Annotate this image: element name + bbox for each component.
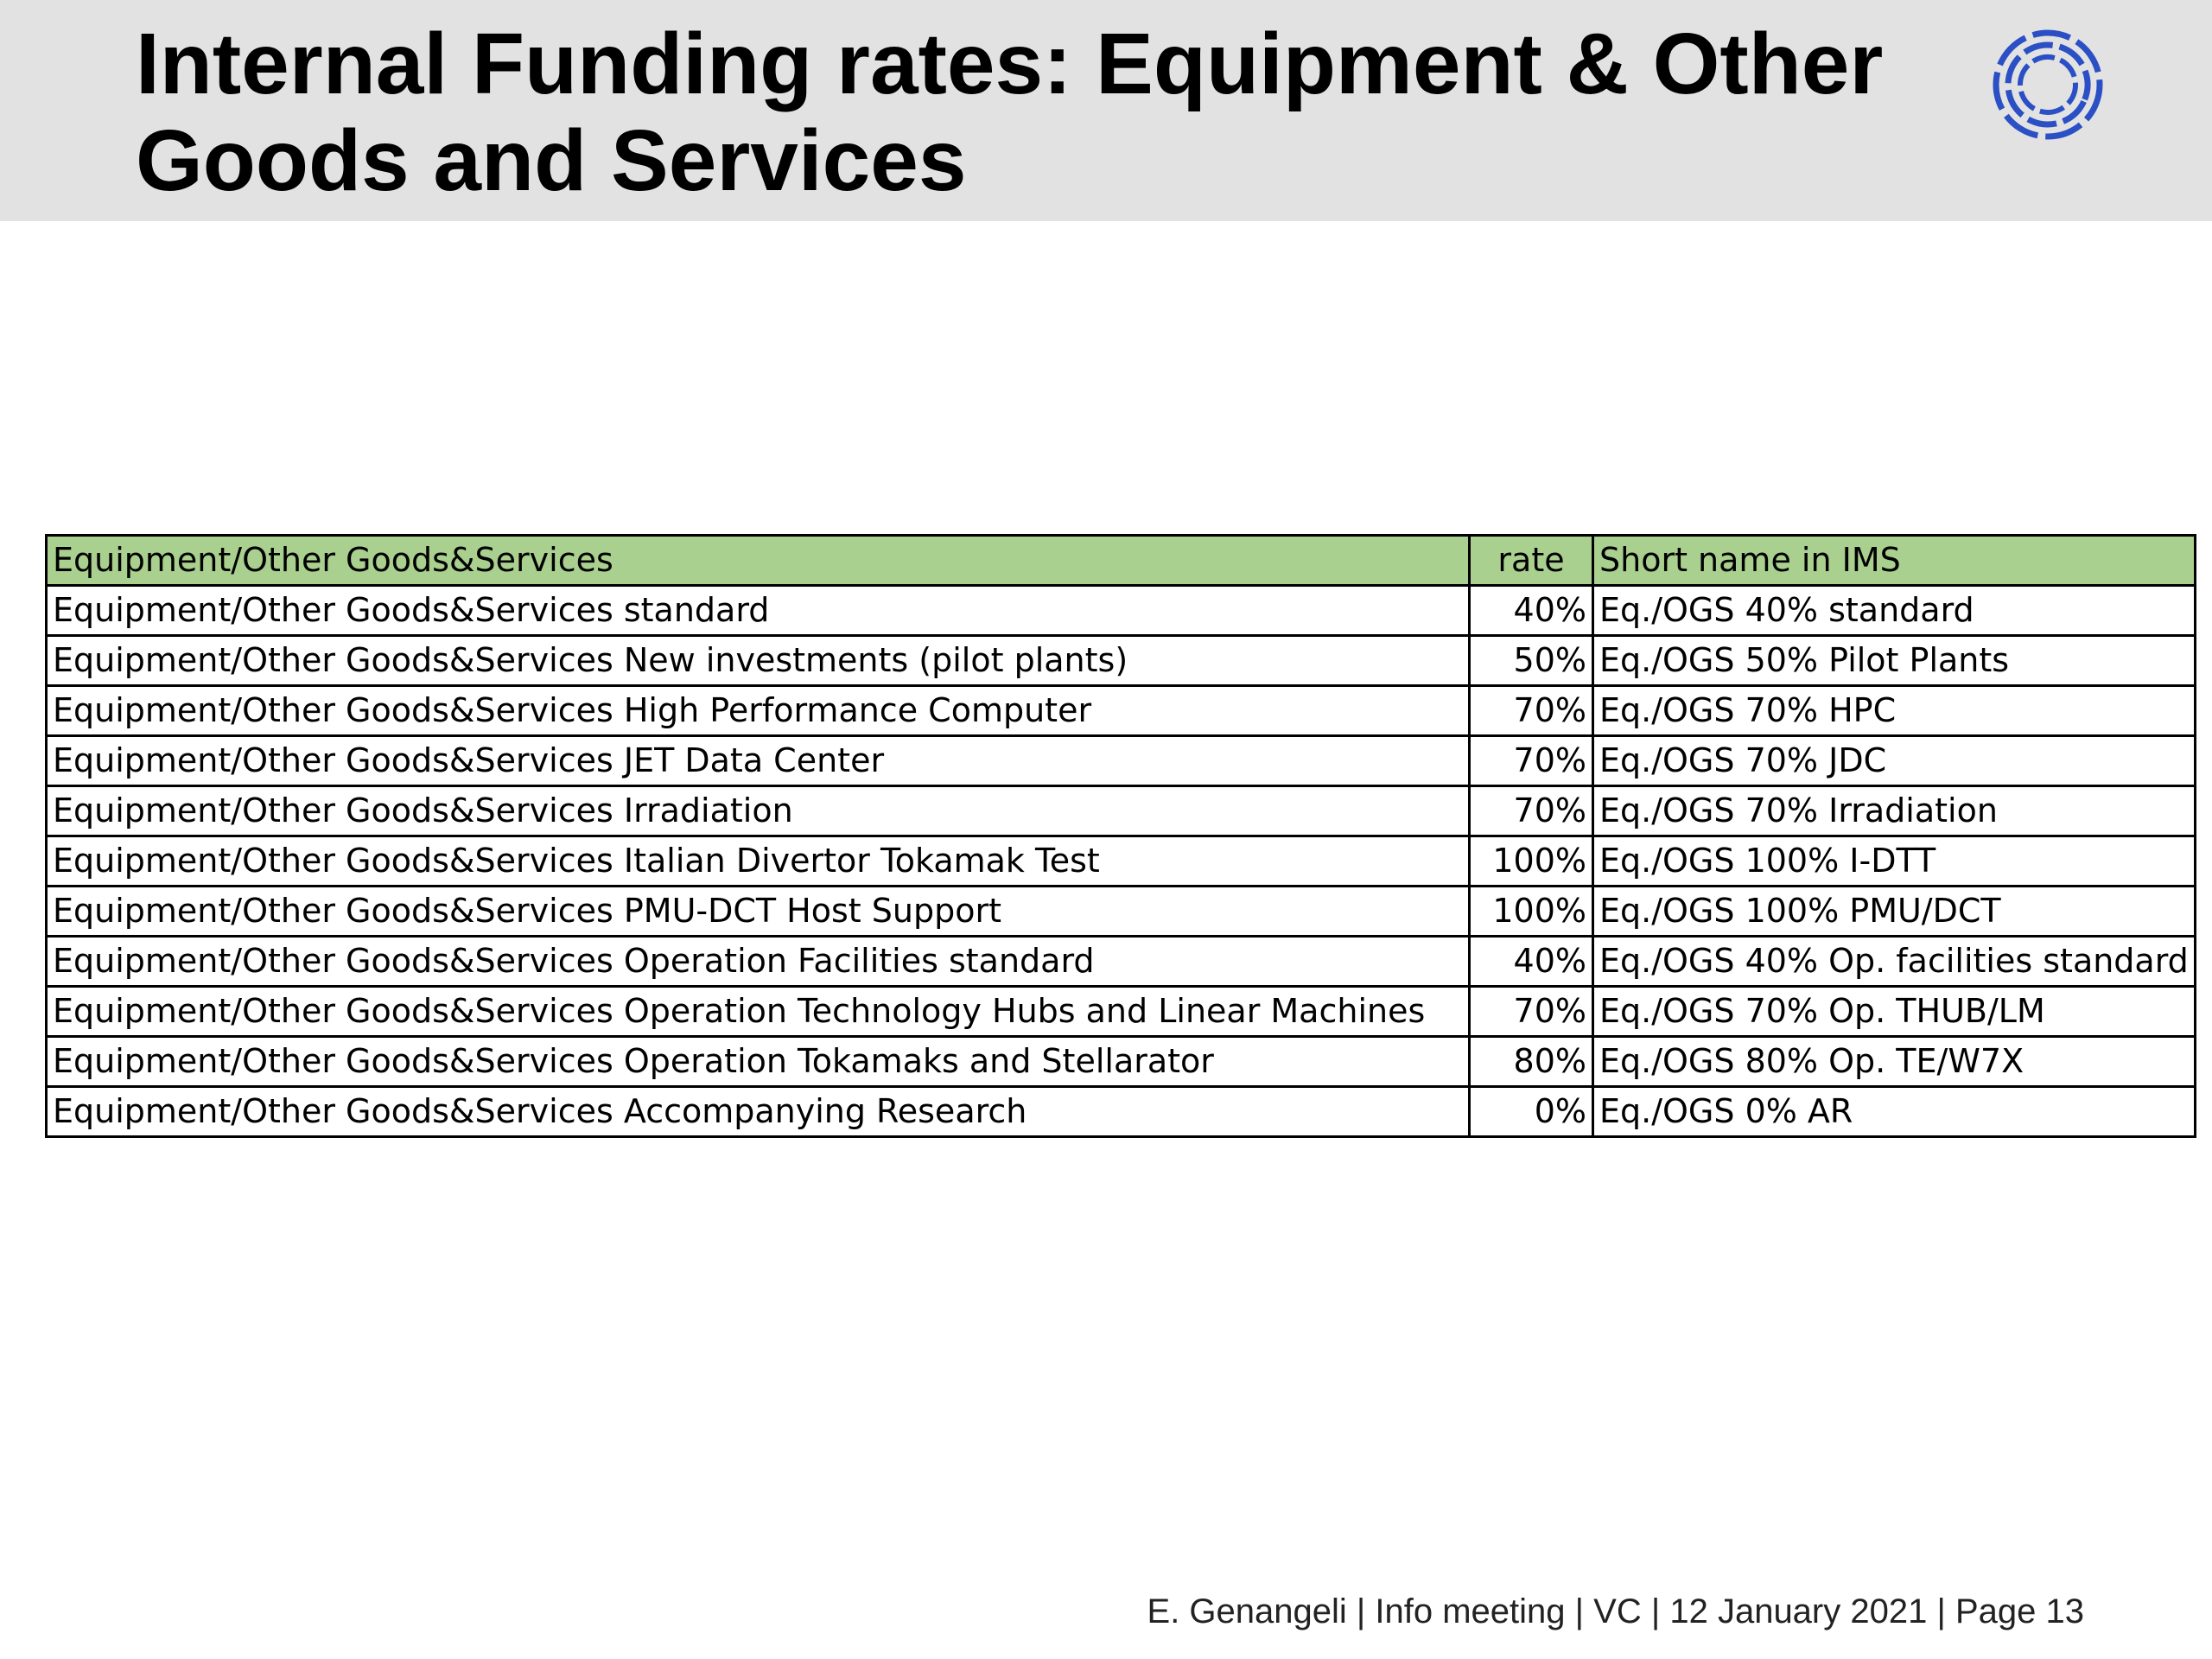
slide-title-line-1: Internal Funding rates: Equipment & Other	[136, 16, 1884, 112]
table-row	[47, 1087, 2196, 1137]
table-row	[47, 636, 2196, 686]
row-short-name-cell: Eq./OGS 40% Op. facilities standard	[1593, 937, 2196, 987]
row-rate-cell: 100%	[1470, 836, 1593, 887]
column-header-short-name: Short name in IMS	[1593, 536, 2196, 586]
row-name-cell: Equipment/Other Goods&Services Operation Facilities standard	[47, 937, 1470, 987]
row-rate-cell: 70%	[1470, 686, 1593, 736]
row-short-name-cell: Eq./OGS 70% JDC	[1593, 736, 2196, 786]
row-name-cell: Equipment/Other Goods&Services Operation Tokamaks and Stellarator	[47, 1037, 1470, 1087]
row-name-cell: Equipment/Other Goods&Services Operation Technology Hubs and Linear Machines	[47, 987, 1470, 1037]
table-row	[47, 786, 2196, 836]
row-name-cell: Equipment/Other Goods&Services Accompanying Research	[47, 1087, 1470, 1137]
row-rate-cell: 70%	[1470, 736, 1593, 786]
row-short-name-cell: Eq./OGS 70% HPC	[1593, 686, 2196, 736]
row-name-cell: Equipment/Other Goods&Services Italian Divertor Tokamak Test	[47, 836, 1470, 887]
table-row	[47, 987, 2196, 1037]
row-rate-cell: 100%	[1470, 887, 1593, 937]
row-rate-cell: 70%	[1470, 987, 1593, 1037]
row-short-name-cell: Eq./OGS 40% standard	[1593, 586, 2196, 636]
row-name-cell: Equipment/Other Goods&Services High Performance Computer	[47, 686, 1470, 736]
row-name-cell: Equipment/Other Goods&Services standard	[47, 586, 1470, 636]
table-row	[47, 1037, 2196, 1087]
row-short-name-cell: Eq./OGS 100% I-DTT	[1593, 836, 2196, 887]
row-short-name-cell: Eq./OGS 70% Op. THUB/LM	[1593, 987, 2196, 1037]
slide-header	[0, 0, 2212, 221]
table-row	[47, 686, 2196, 736]
row-name-cell: Equipment/Other Goods&Services Irradiation	[47, 786, 1470, 836]
slide-title	[136, 16, 1985, 209]
table-row	[47, 836, 2196, 887]
row-short-name-cell: Eq./OGS 0% AR	[1593, 1087, 2196, 1137]
row-name-cell: Equipment/Other Goods&Services PMU-DCT Host Support	[47, 887, 1470, 937]
table-row	[47, 887, 2196, 937]
row-short-name-cell: Eq./OGS 50% Pilot Plants	[1593, 636, 2196, 686]
row-short-name-cell: Eq./OGS 100% PMU/DCT	[1593, 887, 2196, 937]
row-rate-cell: 0%	[1470, 1087, 1593, 1137]
row-rate-cell: 70%	[1470, 786, 1593, 836]
row-rate-cell: 40%	[1470, 586, 1593, 636]
row-name-cell: Equipment/Other Goods&Services JET Data Center	[47, 736, 1470, 786]
table-header-row	[47, 536, 2196, 586]
table-row	[47, 736, 2196, 786]
funding-rates-table-wrapper	[45, 534, 2196, 1138]
column-header-name: Equipment/Other Goods&Services	[47, 536, 1470, 586]
table-row	[47, 586, 2196, 636]
row-name-cell: Equipment/Other Goods&Services New investments (pilot plants)	[47, 636, 1470, 686]
slide-footer: E. Genangeli | Info meeting | VC | 12 January 2021 | Page 13	[1147, 1592, 2084, 1630]
table-row	[47, 937, 2196, 987]
funding-rates-table	[45, 534, 2196, 1138]
row-short-name-cell: Eq./OGS 80% Op. TE/W7X	[1593, 1037, 2196, 1087]
fusion-ring-logo-icon	[1989, 26, 2107, 143]
row-rate-cell: 80%	[1470, 1037, 1593, 1087]
row-short-name-cell: Eq./OGS 70% Irradiation	[1593, 786, 2196, 836]
slide-title-line-2: Goods and Services	[136, 112, 967, 209]
row-rate-cell: 50%	[1470, 636, 1593, 686]
row-rate-cell: 40%	[1470, 937, 1593, 987]
column-header-rate: rate	[1470, 536, 1593, 586]
